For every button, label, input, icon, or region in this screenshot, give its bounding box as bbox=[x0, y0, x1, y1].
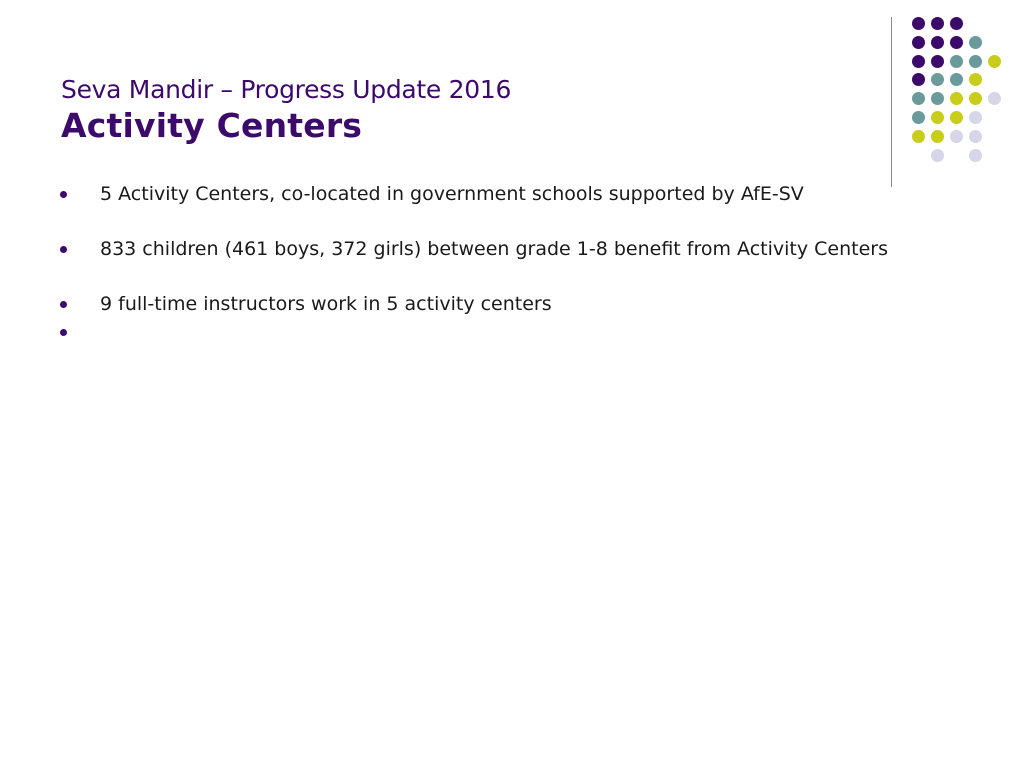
bullet-dot-icon bbox=[60, 191, 67, 198]
bullet-text: 5 Activity Centers, co-located in government schools supported by AfE-SV bbox=[100, 183, 804, 205]
bullet-dot-icon bbox=[60, 301, 67, 308]
bullet-dot-icon bbox=[60, 246, 67, 253]
bullet-dot-icon bbox=[60, 329, 67, 336]
bullet-item bbox=[60, 320, 67, 344]
bullet-text: 9 full-time instructors work in 5 activity centers bbox=[100, 293, 552, 315]
bullet-item bbox=[60, 182, 804, 206]
bullet-item bbox=[60, 237, 888, 261]
slide-title: Activity Centers bbox=[61, 106, 363, 145]
bullet-item bbox=[60, 292, 552, 316]
slide-subtitle: Seva Mandir – Progress Update 2016 bbox=[61, 75, 512, 104]
bullet-text: 833 children (461 boys, 372 girls) between grade 1-8 benefit from Activity Centers bbox=[100, 238, 888, 260]
